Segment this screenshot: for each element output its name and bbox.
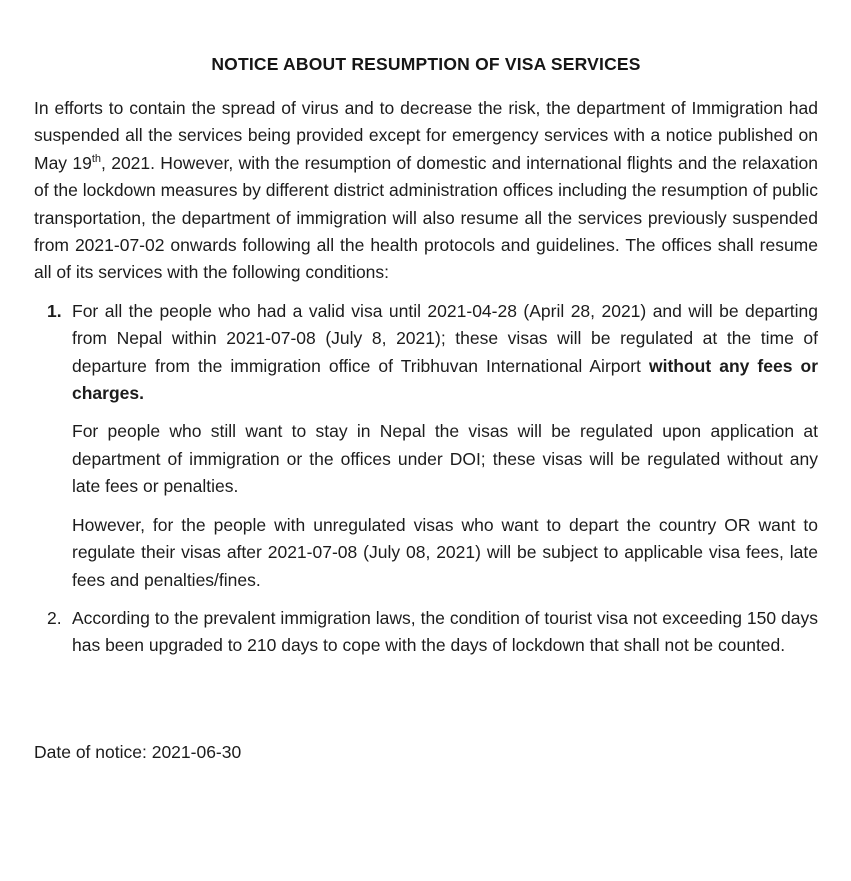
- list-item-1-body: [72, 298, 818, 605]
- list-item-2: [34, 605, 818, 671]
- list-item-2-number: 2.: [47, 607, 62, 628]
- list-item-1-sub-paragraph-1: For people who still want to stay in Nepal the visas will be regulated upon application at department of immigration or the offices under DOI; these visas will be regulated without any late fees or penalties.: [72, 421, 818, 497]
- notice-title: NOTICE ABOUT RESUMPTION OF VISA SERVICES: [211, 54, 641, 74]
- list-item-1-lead-text: For all the people who had a valid visa until 2021-04-28 (April 28, 2021) and will be departing from Nepal within 2021-07-08 (July 8, 2021); these visas will be regulated at the time of departure from the immigration office of Tribhuvan International Airport: [72, 300, 818, 376]
- date-of-notice: Date of notice: 2021-06-30: [34, 741, 242, 762]
- list-item-1-number: 1.: [47, 300, 62, 321]
- list-item-1-bold-text: without any fees or charges.: [72, 355, 819, 404]
- ordinal-superscript: th: [91, 152, 102, 165]
- intro-paragraph: [34, 95, 818, 287]
- intro-text-before-superscript: In efforts to contain the spread of virus and to decrease the risk, the department of Immigration had suspended all the services being provided except for emergency services with a notice published on May 19: [34, 98, 818, 173]
- intro-text-after-superscript: , 2021. However, with the resumption of domestic and international flights and the relaxation of the lockdown measures by different district administration offices including the resumption of public transportation, the department of immigration will also resume all the services previously suspended from 2021-07-02 onwards following all the health protocols and guidelines. The offices shall resume all of its services with the following conditions:: [34, 152, 819, 283]
- list-item-2-lead-paragraph: According to the prevalent immigration laws, the condition of tourist visa not exceeding 150 days has been upgraded to 210 days to cope with the days of lockdown that shall not be counted.: [72, 607, 818, 656]
- list-item-1-lead-paragraph: [72, 298, 818, 408]
- list-item-2-body: [72, 605, 818, 671]
- list-item-1: [34, 298, 818, 605]
- list-item-1-sub-paragraph-2: However, for the people with unregulated visas who want to depart the country OR want to regulate their visas after 2021-07-08 (July 08, 2021) will be subject to applicable visa fees, late fees and penalties/fines.: [72, 514, 818, 590]
